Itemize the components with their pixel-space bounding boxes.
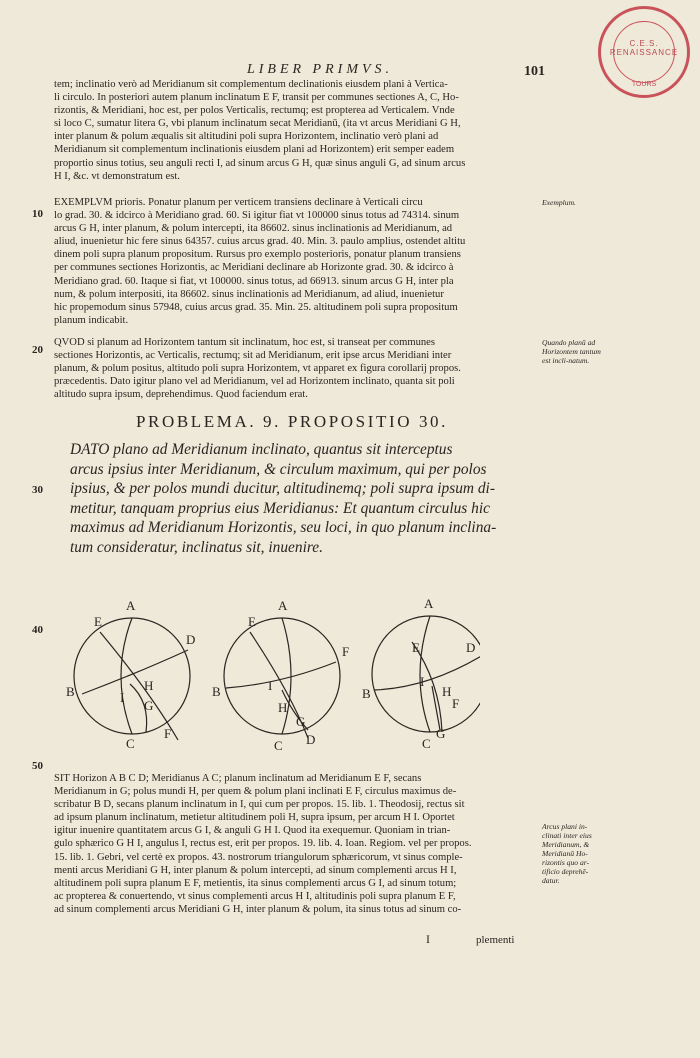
line-number: 10: [32, 208, 43, 220]
fig1-label-I: I: [120, 690, 125, 705]
line-number: 20: [32, 344, 43, 356]
paragraph-sit-horizon: [54, 772, 538, 916]
fig3-label-H: H: [442, 684, 452, 699]
text-line: ad ipsum planum inclinatum, metietur altitudinem poli H, supra ipsum, per arcum H I. Oportet: [54, 812, 455, 824]
figure-1: [74, 618, 190, 740]
fig1-label-H: H: [144, 678, 154, 693]
figure-3: [372, 616, 480, 732]
fig1-label-E: E: [94, 614, 102, 629]
fig2-label-I: I: [268, 678, 273, 693]
text-line: li circulo. In posteriori autem planum inclinatum E F, transit per communes sectiones A, C, Ho-: [54, 92, 459, 104]
text-line: si loco C, sumatur litera G, vbi planum inclinatum secat Meridianū, (ita vt arcus Meridiani G H,: [54, 118, 461, 130]
enunciation-line: DATO plano ad Meridianum inclinato, quantus sit interceptus: [70, 441, 453, 458]
text-line: ac propterea & conuertendo, vt sinus complementi arcus H I, altitudinis poli supra planum E F,: [54, 890, 456, 902]
text-line: rizontis, & Meridiani, hoc est, per polos Verticalis, rectumq; est propterea ad Verticalem. Vnde: [54, 105, 455, 117]
margin-note-quando: Quando planū ad Horizontem tantum est incli-natum.: [542, 338, 601, 365]
paragraph-exemplum: [54, 196, 538, 327]
text-line: igitur inuenire quantitatem arcus G I, & anguli G H I. Quod ita exequemur. Quoniam in trian-: [54, 825, 451, 837]
fig3-label-D: D: [466, 640, 476, 655]
text-line: scribatur B D, secans planum inclinatum in I, qui cum per propos. 15. lib. 1. Theodosij, rectus sit: [54, 799, 465, 811]
text-line: planum, & polum positus, altitudo poli supra Horizontem, vt apparet ex figura corollarij propos.: [54, 363, 461, 375]
fig1-label-B: B: [66, 684, 75, 699]
fig2-label-G: G: [296, 714, 306, 729]
enunciation-line: tum consideratur, inclinatus sit, inuenire.: [70, 538, 323, 556]
enunciation-line: maximus ad Meridianum Horizontis, seu loci, in quo planum inclina-: [70, 519, 497, 537]
text-line: Meridianum sit complementum inclinationis eiusdem plani ad Horizontem) erit semper eadem: [54, 144, 455, 156]
figure-2: [224, 618, 340, 738]
text-line: H I, &c. vt demonstratum est.: [54, 170, 180, 182]
text-line: lo grad. 30. & idcirco à Meridiano grad. 60. Si igitur fiat vt 100000 sinus totus ad 74314. sinum: [54, 210, 460, 222]
fig2-label-F: F: [342, 644, 350, 659]
text-line: hic propemodum sinus 57948, cuius arcus grad. 35. Min. 25. altitudinem poli supra propositum: [54, 301, 458, 313]
margin-note-exemplum: Exemplum.: [542, 198, 576, 207]
fig1-label-G: G: [144, 698, 154, 713]
library-stamp: [598, 6, 690, 98]
line-number: 40: [32, 624, 43, 636]
text-line: præcedentis. Dato igitur plano vel ad Meridianum, vel ad Horizontem inclinato, quanta sit poli: [54, 376, 455, 388]
paragraph-quod: [54, 336, 538, 401]
fig1-label-D: D: [186, 632, 196, 647]
fig3-label-I: I: [420, 674, 425, 689]
text-line: Meridiano grad. 60. Itaque si fiat, vt 100000. sinus totus, ad 66913. sinum arcus G H, inter pla: [54, 275, 454, 287]
text-line: ad sinum complementi arcus Meridiani G H, inter planum & polum, ita sinus totus ad sinum co-: [54, 903, 462, 915]
enunciation-line: ipsius, & per polos mundi ducitur, altitudinemq; poli supra ipsum di-: [70, 480, 495, 498]
signature-mark: I: [426, 932, 430, 946]
fig2-label-C: C: [274, 738, 283, 753]
text-line: aliud, inuenietur hic fere sinus 64357. cuius arcus grad. 40. Min. 3. paulo amplius, ostendet altitu: [54, 236, 466, 248]
fig1-label-C: C: [126, 736, 135, 751]
fig3-label-C: C: [422, 736, 431, 751]
fig3-label-B: B: [362, 686, 371, 701]
text-line: 15. lib. 1. Gebri, vel certè ex propos. 43. nostrorum triangulorum sphæricorum, vt sinus comple-: [54, 851, 463, 863]
fig1-label-F: F: [164, 726, 172, 741]
text-line: sectiones Horizontis, ac Verticalis, rectumq; sit ad Meridianum, erit ipse arcus Meridiani inter: [54, 350, 452, 362]
spherical-figures: [60, 592, 480, 762]
text-line: tem; inclinatio verò ad Meridianum sit complementum declinationis eiusdem plani à Vertica-: [54, 79, 448, 90]
fig3-label-G: G: [436, 726, 446, 741]
fig1-label-A: A: [126, 598, 136, 613]
enunciation-line: arcus ipsius inter Meridianum, & circulum maximum, qui per polos: [70, 460, 487, 478]
text-line: QVOD si planum ad Horizontem tantum sit inclinatum, hoc est, si transeat per communes: [54, 337, 436, 348]
text-line: altitudinem poli supra planum E F, metientis, ita sinus complementi arcus G I, ad sinum totum;: [54, 877, 457, 889]
fig3-label-F: F: [452, 696, 460, 711]
stamp-text: C.E.S. RENAISSANCE: [609, 39, 679, 57]
margin-note-arcus: Arcus plani in-clinati inter eius Meridianum, & Meridianū Ho-rizontis quo ar-tificio deprehē-datur.: [542, 822, 592, 885]
fig3-label-A: A: [424, 596, 434, 611]
text-line: dinem poli supra planum propositum. Rursus pro exemplo posterioris, ponatur planum transiens: [54, 249, 461, 261]
running-head: LIBER PRIMVS.: [246, 62, 394, 77]
text-line: gulo sphærico G H I, angulus I, rectus est, erit per propos. 19. lib. 4. Ioan. Regiom. vel per propos.: [54, 838, 472, 850]
text-line: planum indicabit.: [54, 314, 129, 326]
enunciation: [70, 440, 540, 558]
fig2-label-H: H: [278, 700, 288, 715]
page-number: 101: [524, 64, 545, 79]
paragraph-continuation: [54, 78, 538, 183]
text-line: arcus G H, inter planum, & polum intercepti, ita 86602. sinus inclinationis ad Meridianum, ad: [54, 223, 453, 235]
text-line: SIT Horizon A B C D; Meridianus A C; planum inclinatum ad Meridianum E F, secans: [54, 773, 422, 784]
text-line: Meridianum in G; polus mundi H, per quem & polum plani inclinati E F, circulus maximus de-: [54, 786, 457, 798]
line-number: 50: [32, 760, 43, 772]
text-line: menti arcus Meridiani G H, inter planum & polum intercepti, ad sinum complementi arcus H I,: [54, 864, 457, 876]
fig2-label-E: E: [248, 614, 256, 629]
stamp-city: TOURS: [631, 81, 657, 88]
catchword: plementi: [476, 934, 515, 946]
problem-heading: PROBLEMA. 9. PROPOSITIO 30.: [135, 412, 448, 431]
text-line: altitudo supra ipsum, deprehendimus. Quod faciendum erat.: [54, 389, 308, 401]
fig3-label-E: E: [412, 640, 420, 655]
text-line: num, & polum interpositi, ita 86602. sinus inclinationis ad Meridianum, ad aliud, inuenietur: [54, 288, 444, 300]
text-line: per communes sectiones Horizontis, ac Meridiani declinare ab Horizonte grad. 30. & idcirco à: [54, 262, 454, 274]
fig2-label-B: B: [212, 684, 221, 699]
enunciation-line: metitur, tanquam proprius eius Meridianus: Et quantum circulus hic: [70, 499, 490, 517]
fig2-label-A: A: [278, 598, 288, 613]
fig2-label-D: D: [306, 732, 316, 747]
text-line: EXEMPLVM prioris. Ponatur planum per verticem transiens declinare à Verticali circu: [54, 197, 423, 208]
text-line: inter planum & polum æqualis sit altitudini poli supra Horizontem, inclinatio verò plani ad: [54, 131, 439, 143]
line-number: 30: [32, 484, 43, 496]
text-line: proportio sinus totius, seu anguli recti I, ad sinum arcus G H, quæ sinus anguli G, ad sinum arcus: [54, 157, 466, 169]
